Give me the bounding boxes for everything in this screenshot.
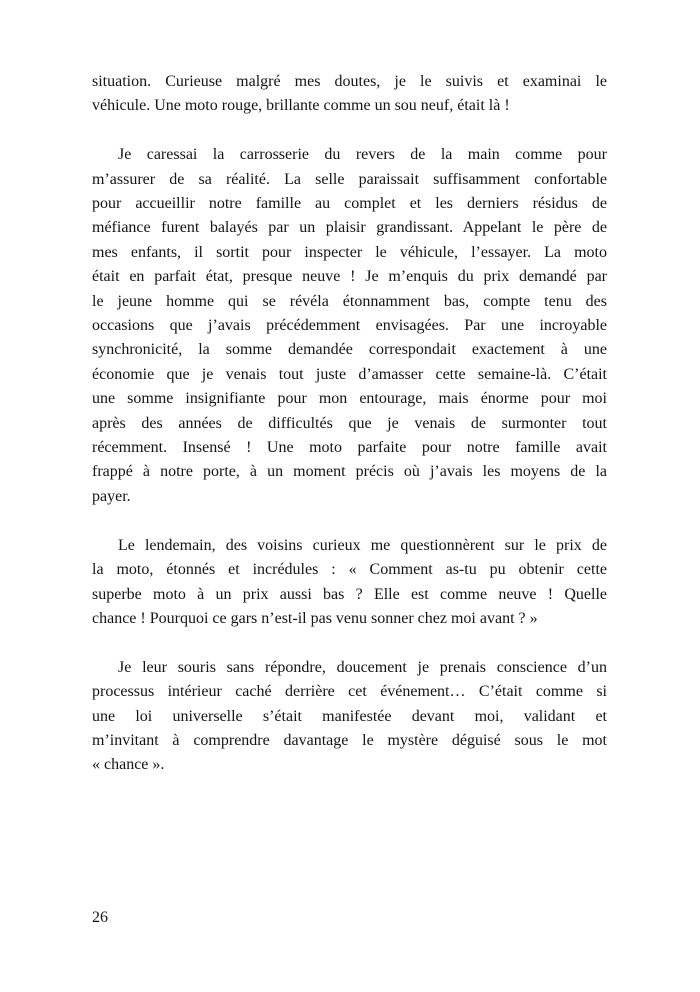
text-line: la moto, étonnés et incrédules : « Comment as-tu pu obtenir cette [92,561,607,579]
text-line: après des années de difficultés que je venais de surmonter tout [92,414,607,432]
text-line: récemment. Insensé ! Une moto parfaite pour notre famille avait [92,439,607,457]
text-line: pour accueillir notre famille au complet et les derniers résidus de [92,195,607,213]
text-line: « chance ». [92,756,165,774]
text-line: m’assurer de sa réalité. La selle paraissait suffisamment confortable [92,170,607,188]
text-line: méfiance furent balayés par un plaisir grandissant. Appelant le père de [92,219,607,237]
text-line: situation. Curieuse malgré mes doutes, je le suivis et examinai le [92,73,607,90]
text-line: mes enfants, il sortit pour inspecter le véhicule, l’essayer. La moto [92,243,607,261]
text-line: véhicule. Une moto rouge, brillante comme un sou neuf, était là ! [92,97,510,115]
text-line: processus intérieur caché derrière cet événement… C’était comme si [92,683,607,701]
text-line: le jeune homme qui se révéla étonnamment bas, compte tenu des [92,292,607,310]
text-line: Je caressai la carrosserie du revers de la main comme pour [118,146,607,164]
text-line: superbe moto à un prix aussi bas ? Elle est comme neuve ! Quelle [92,585,607,603]
text-line: frappé à notre porte, à un moment précis où j’avais les moyens de la [92,463,607,481]
text-line: était en parfait état, presque neuve ! Je m’enquis du prix demandé par [92,268,607,286]
text-line: une loi universelle s’était manifestée devant moi, validant et [92,707,607,725]
text-line: économie que je venais tout juste d’amasser cette semaine-là. C’était [92,365,607,383]
text-line: une somme insignifiante pour mon entourage, mais énorme pour moi [92,390,607,408]
paragraph [92,534,607,632]
text-line: synchronicité, la somme demandée correspondait exactement à une [92,341,607,359]
text-line: Le lendemain, des voisins curieux me questionnèrent sur le prix de [118,536,607,554]
page-body-text [92,70,607,802]
text-line: payer. [92,487,131,505]
paragraph [92,70,607,119]
page-number: 26 [92,909,108,926]
paragraph [92,143,607,509]
text-line: m’invitant à comprendre davantage le mystère déguisé sous le mot [92,731,607,749]
text-line: Je leur souris sans répondre, doucement je prenais conscience d’un [118,658,607,676]
text-line: chance ! Pourquoi ce gars n’est-il pas venu sonner chez moi avant ? » [92,609,538,627]
text-line: occasions que j’avais précédemment envisagées. Par une incroyable [92,317,607,335]
paragraph [92,656,607,778]
